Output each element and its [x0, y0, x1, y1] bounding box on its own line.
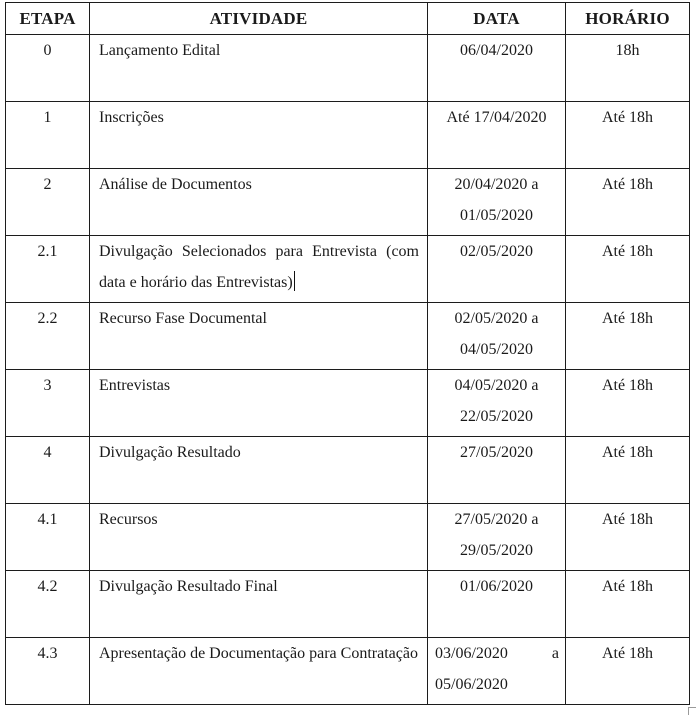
header-data: DATA [428, 3, 566, 35]
cell-horario: Até 18h [566, 303, 690, 370]
cell-etapa: 4.3 [6, 638, 90, 705]
cell-atividade: Recurso Fase Documental [90, 303, 428, 370]
header-atividade: ATIVIDADE [90, 3, 428, 35]
table-row [6, 370, 690, 437]
data-line1: 02/05/2020 a [454, 310, 539, 327]
data-line2: 22/05/2020 [460, 408, 533, 425]
cell-data [428, 370, 566, 437]
cell-data [428, 504, 566, 571]
cell-etapa: 3 [6, 370, 90, 437]
data-line2: 04/05/2020 [460, 341, 533, 358]
cell-atividade[interactable] [90, 236, 428, 303]
cell-etapa: 4.1 [6, 504, 90, 571]
data-line1: 06/04/2020 [460, 42, 533, 59]
data-line1: 20/04/2020 a [454, 176, 539, 193]
cell-horario: Até 18h [566, 236, 690, 303]
cell-etapa: 2.2 [6, 303, 90, 370]
cell-atividade: Entrevistas [90, 370, 428, 437]
data-line1: 01/06/2020 [460, 578, 533, 595]
data-line2: 29/05/2020 [460, 542, 533, 559]
cell-data [428, 169, 566, 236]
cell-atividade: Recursos [90, 504, 428, 571]
text-cursor [294, 271, 295, 291]
table-row [6, 169, 690, 236]
schedule-table [5, 2, 690, 705]
table-row [6, 571, 690, 638]
cell-etapa: 2 [6, 169, 90, 236]
table-row [6, 638, 690, 705]
cell-horario: Até 18h [566, 571, 690, 638]
table-row [6, 236, 690, 303]
cell-data [428, 35, 566, 102]
cell-atividade: Lançamento Edital [90, 35, 428, 102]
cell-etapa: 4 [6, 437, 90, 504]
cell-horario: Até 18h [566, 102, 690, 169]
data-line1: 27/05/2020 a [454, 511, 539, 528]
cell-data [428, 437, 566, 504]
data-line1: 27/05/2020 [460, 444, 533, 461]
cell-horario: 18h [566, 35, 690, 102]
cell-horario: Até 18h [566, 504, 690, 571]
cell-data [428, 236, 566, 303]
cell-data [428, 102, 566, 169]
data-line1: 02/05/2020 [460, 243, 533, 260]
atividade-text: Divulgação Selecionados para Entrevista (com data e horário das Entrevistas) [99, 243, 419, 291]
cell-data [428, 303, 566, 370]
data-line1: 04/05/2020 a [454, 377, 539, 394]
table-row [6, 504, 690, 571]
header-etapa: ETAPA [6, 3, 90, 35]
header-horario: HORÁRIO [566, 3, 690, 35]
table-row [6, 437, 690, 504]
data-line1: Até 17/04/2020 [446, 109, 547, 126]
data-line1: 03/06/2020 a [435, 645, 559, 662]
cell-horario: Até 18h [566, 169, 690, 236]
table-row [6, 35, 690, 102]
cell-atividade: Divulgação Resultado [90, 437, 428, 504]
table-row [6, 303, 690, 370]
header-row [6, 3, 690, 35]
table-row [6, 102, 690, 169]
cell-atividade: Apresentação de Documentação para Contratação [90, 638, 428, 705]
cell-etapa: 2.1 [6, 236, 90, 303]
cell-horario: Até 18h [566, 370, 690, 437]
cell-etapa: 4.2 [6, 571, 90, 638]
cell-data [428, 571, 566, 638]
data-line2: 01/05/2020 [460, 207, 533, 224]
cell-etapa: 0 [6, 35, 90, 102]
cell-atividade: Divulgação Resultado Final [90, 571, 428, 638]
cell-horario: Até 18h [566, 638, 690, 705]
data-line2: 05/06/2020 [435, 676, 508, 693]
cell-atividade: Inscrições [90, 102, 428, 169]
cell-data [428, 638, 566, 705]
cell-etapa: 1 [6, 102, 90, 169]
cell-atividade: Análise de Documentos [90, 169, 428, 236]
cell-horario: Até 18h [566, 437, 690, 504]
